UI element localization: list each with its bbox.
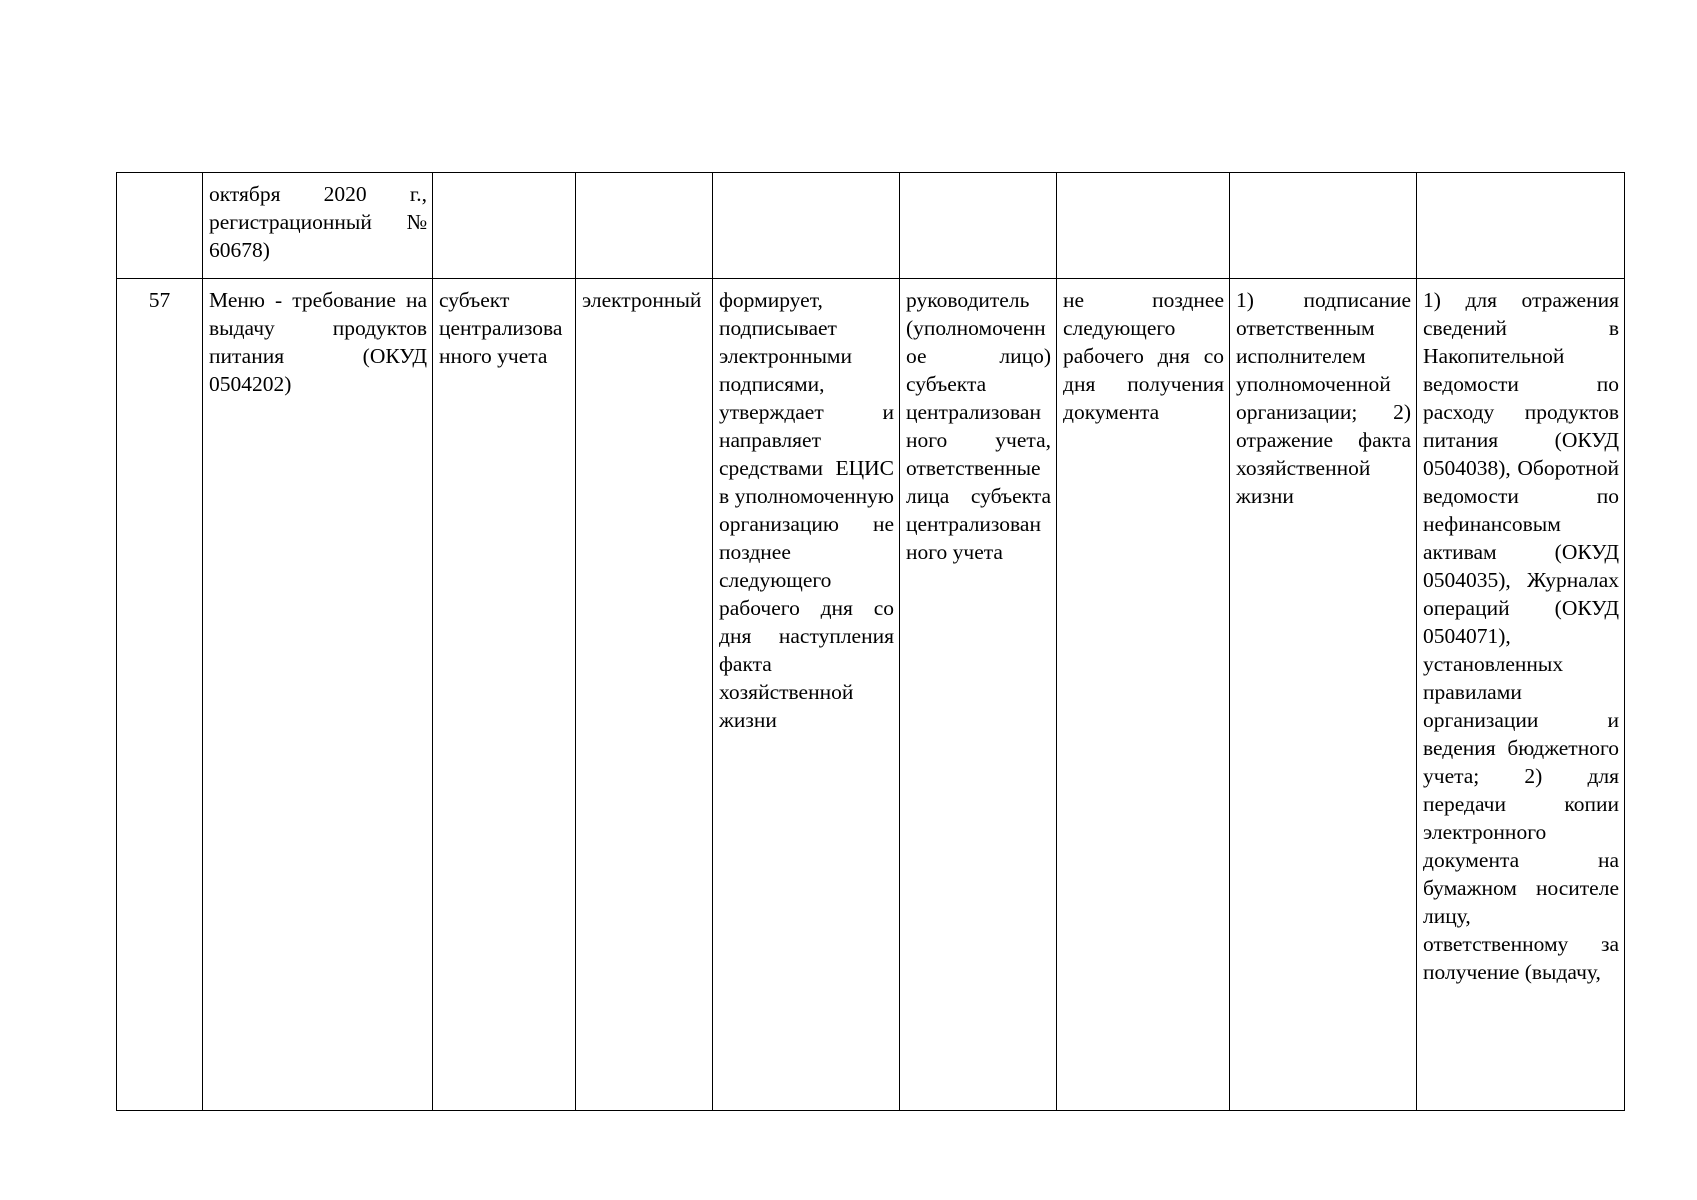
cell-deadline: не позднее следующего рабочего дня со дня получения документа: [1057, 279, 1230, 1111]
table-row-57: [117, 279, 1625, 1111]
cell-responsible: [900, 173, 1057, 279]
cell-deadline: [1057, 173, 1230, 279]
cell-subject: субъект централизованного учета: [433, 279, 576, 1111]
cell-responsible: руководитель (уполномоченное лицо) субъекта централизованного учета, ответственные лица субъекта централизованного учета: [900, 279, 1057, 1111]
cell-processing: [1230, 173, 1417, 279]
cell-actions: [713, 173, 900, 279]
document-table: [116, 172, 1625, 1111]
cell-processing: 1) подписание ответственным исполнителем уполномоченной организации; 2) отражение факта хозяйственной жизни: [1230, 279, 1417, 1111]
cell-document-name: Меню - требование на выдачу продуктов питания (ОКУД 0504202): [203, 279, 433, 1111]
cell-subject: [433, 173, 576, 279]
cell-form: электронный: [576, 279, 713, 1111]
cell-form: [576, 173, 713, 279]
cell-number: [117, 173, 203, 279]
cell-actions: формирует, подписывает электронными подписями, утверждает и направляет средствами ЕЦИС в уполномоченную организацию не позднее следующего рабочего дня со дня наступления факта хозяйственной жизни: [713, 279, 900, 1111]
table-row-continuation: [117, 173, 1625, 279]
cell-purpose: 1) для отражения сведений в Накопительной ведомости по расходу продуктов питания (ОКУД 0504038), Оборотной ведомости по нефинансовым активам (ОКУД 0504035), Журналах операций (ОКУД 0504071), установленных правилами организации и ведения бюджетного учета; 2) для передачи копии электронного документа на бумажном носителе лицу, ответственному за получение (выдачу,: [1417, 279, 1625, 1111]
cell-purpose: [1417, 173, 1625, 279]
cell-document-name: октября 2020 г., регистрационный № 60678): [203, 173, 433, 279]
cell-number: 57: [117, 279, 203, 1111]
